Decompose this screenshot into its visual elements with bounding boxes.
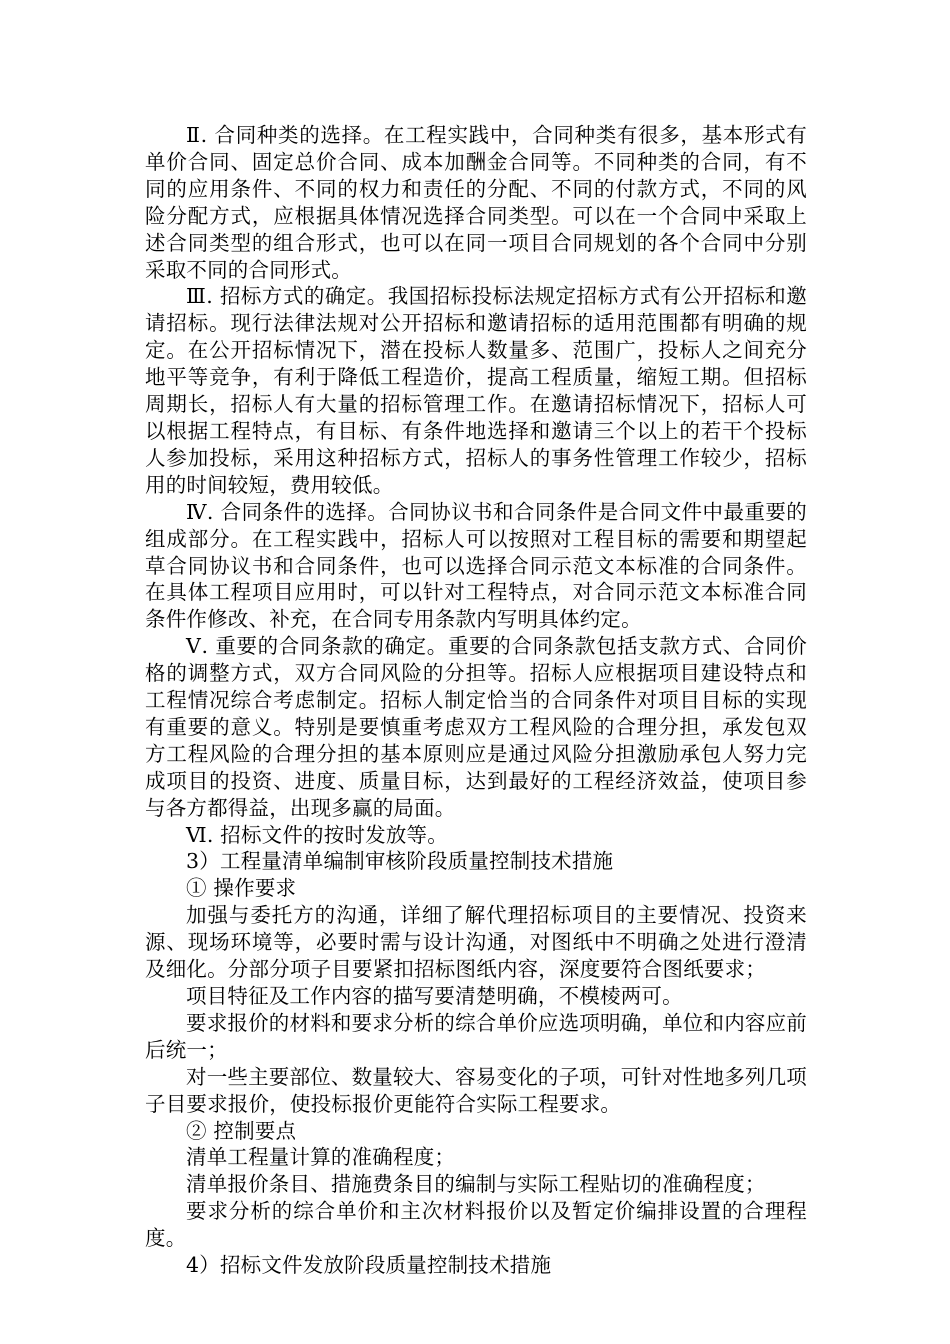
paragraph-material-pricing: 要求报价的材料和要求分析的综合单价应选项明确，单位和内容应前后统一； [145, 1010, 807, 1062]
subheading-control-points: ② 控制要点 [186, 1118, 297, 1143]
paragraph-contract-conditions: Ⅳ. 合同条件的选择。合同协议书和合同条件是合同文件中最重要的组成部分。在工程实践中，招标人可以按照对工程目标的需要和期望起草合同协议书和合同条件，也可以选择合同示范文本标准的合同条件。在具体工程项目应用时，可以针对工程特点，对合同示范文本标准合同条件作修改、补充，在合同专用条款内写明具体约定。 [145, 499, 807, 632]
paragraph-issue-on-time: Ⅵ. 招标文件的按时发放等。 [186, 822, 448, 847]
paragraph-pricing-rationality: 要求分析的综合单价和主次材料报价以及暂定价编排设置的合理程度。 [145, 1199, 807, 1251]
paragraph-key-items: 对一些主要部位、数量较大、容易变化的子项，可针对性地多列几项子目要求报价，使投标报价更能符合实际工程要求。 [145, 1064, 807, 1116]
paragraph-item-accuracy: 清单报价条目、措施费条目的编制与实际工程贴切的准确程度； [186, 1172, 766, 1197]
subheading-operation-requirements: ① 操作要求 [186, 876, 297, 901]
paragraph-quantity-accuracy: 清单工程量计算的准确程度； [186, 1145, 456, 1170]
paragraph-contract-clauses: Ⅴ. 重要的合同条款的确定。重要的合同条款包括支款方式、合同价格的调整方式，双方合同风险的分担等。招标人应根据项目建设特点和工程情况综合考虑制定。招标人制定恰当的合同条件对项目目标的实现有重要的意义。特别是要慎重考虑双方工程风险的合理分担，承发包双方工程风险的合理分担的基本原则应是通过风险分担激励承包人努力完成项目的投资、进度、质量目标，达到最好的工程经济效益，使项目参与各方都得益，出现多赢的局面。 [145, 634, 807, 820]
paragraph-communication: 加强与委托方的沟通，详细了解代理招标项目的主要情况、投资来源、现场环境等，必要时需与设计沟通，对图纸中不明确之处进行澄清及细化。分部分项子目要紧扣招标图纸内容，深度要符合图纸要求； [145, 903, 807, 982]
paragraph-contract-type: Ⅱ. 合同种类的选择。在工程实践中，合同种类有很多，基本形式有单价合同、固定总价合同、成本加酬金合同等。不同种类的合同，有不同的应用条件、不同的权力和责任的分配、不同的付款方式，不同的风险分配方式，应根据具体情况选择合同类型。可以在一个合同中采取上述合同类型的组合形式，也可以在同一项目合同规划的各个合同中分别采取不同的合同形式。 [145, 123, 807, 282]
paragraph-bidding-method: Ⅲ. 招标方式的确定。我国招标投标法规定招标方式有公开招标和邀请招标。现行法律法规对公开招标和邀请招标的适用范围都有明确的规定。在公开招标情况下，潜在投标人数量多、范围广，投标人之间充分地平等竞争，有利于降低工程造价，提高工程质量，缩短工期。但招标周期长，招标人有大量的招标管理工作。在邀请招标情况下，招标人可以根据工程特点，有目标、有条件地选择和邀请三个以上的若干个投标人参加投标，采用这种招标方式，招标人的事务性管理工作较少，招标用的时间较短，费用较低。 [145, 284, 807, 497]
document-page [145, 122, 807, 1279]
paragraph-item-features: 项目特征及工作内容的描写要清楚明确，不模棱两可。 [186, 984, 683, 1008]
section-heading-bill-of-quantities: 3）工程量清单编制审核阶段质量控制技术措施 [186, 849, 614, 874]
section-heading-document-issue: 4）招标文件发放阶段质量控制技术措施 [186, 1253, 552, 1278]
